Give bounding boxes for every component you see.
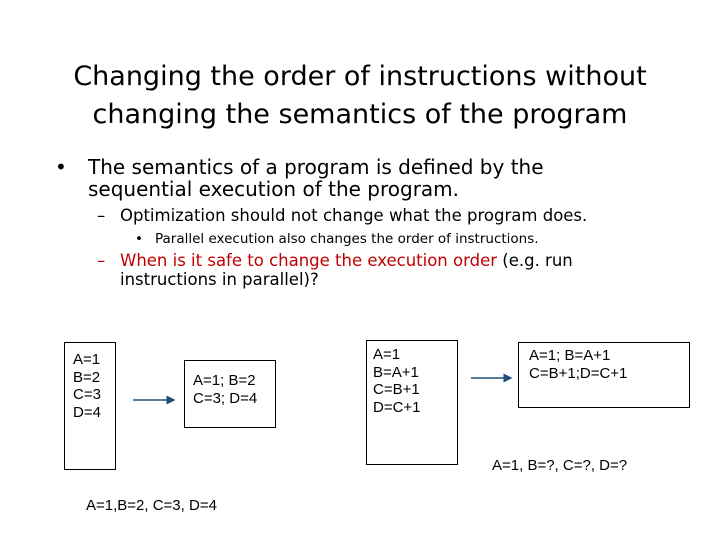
bullet-marker-1: • [55, 155, 67, 179]
bullet-semantics-line-1: The semantics of a program is defined by the [88, 155, 544, 179]
box-parallel-dependent-code: A=1; B=A+1 C=B+1;D=C+1 [529, 347, 628, 382]
result-dependent: A=1, B=?, C=?, D=? [492, 457, 628, 474]
result-independent: A=1,B=2, C=3, D=4 [86, 497, 217, 514]
bullet-marker-4: – [97, 251, 106, 270]
question-line-2: instructions in parallel)? [120, 270, 319, 289]
bullet-marker-2: – [97, 206, 106, 225]
title-line-2: changing the semantics of the program [92, 99, 628, 130]
question-example: (e.g. run [497, 251, 573, 270]
bullet-semantics-line-2: sequential execution of the program. [88, 177, 460, 201]
question-highlight: When is it safe to change the execution order [120, 251, 498, 270]
box-parallel-independent-code: A=1; B=2 C=3; D=4 [193, 372, 258, 407]
title-line-1: Changing the order of instructions without [73, 61, 647, 92]
bullet-parallel: Parallel execution also changes the order of instructions. [155, 231, 539, 247]
box-sequential-dependent-code: A=1 B=A+1 C=B+1 D=C+1 [373, 346, 421, 416]
bullet-marker-3: • [135, 231, 143, 247]
bullet-optimization: Optimization should not change what the program does. [120, 206, 588, 225]
box-sequential-independent-code: A=1 B=2 C=3 D=4 [73, 351, 101, 421]
